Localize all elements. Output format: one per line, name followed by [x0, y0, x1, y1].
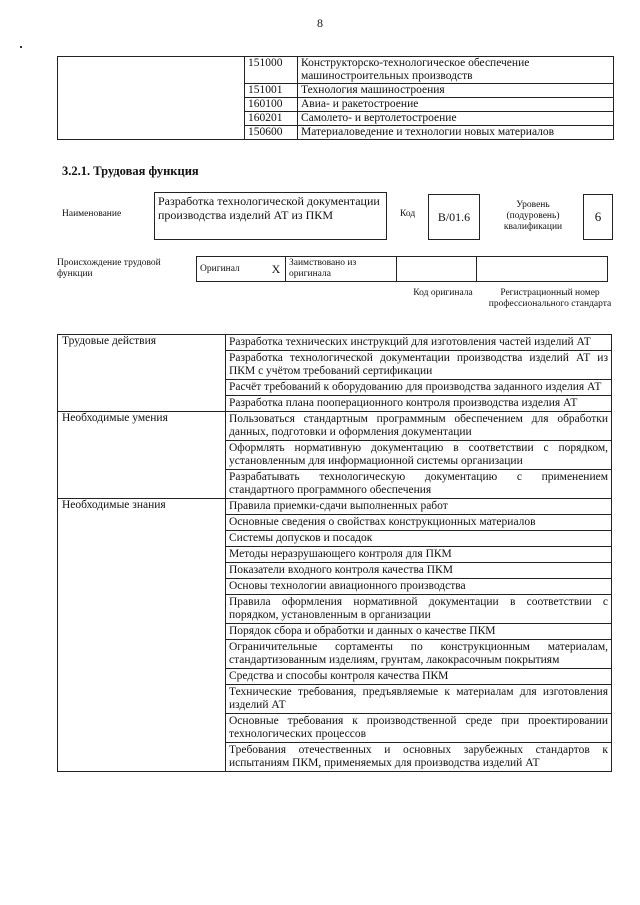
- section-item: Основные сведения о свойствах конструкционных материалов: [226, 515, 612, 531]
- borrowed-label: Заимствовано из оригинала: [286, 257, 397, 282]
- qualification-level-label: Уровень (подуровень) квалификации: [503, 200, 563, 232]
- registration-number-caption: Регистрационный номер профессионального стандарта: [488, 288, 612, 309]
- name-label: Наименование: [62, 209, 122, 219]
- code-cell: 160100: [245, 98, 298, 112]
- function-details-table: [57, 334, 612, 772]
- table-row: [58, 57, 614, 84]
- section-item: Порядок сбора и обработки и данных о качестве ПКМ: [226, 624, 612, 640]
- code-name-cell: Технология машиностроения: [298, 84, 614, 98]
- codes-table: [57, 56, 614, 140]
- section-item: Пользоваться стандартным программным обеспечением для обработки данных, подготовки и оформления документации: [226, 412, 612, 441]
- section-item: Требования отечественных и основных зарубежных стандартов к испытаниям ПКМ, применяемых для производства изделий АТ: [226, 743, 612, 772]
- section-category: Необходимые знания: [58, 499, 226, 772]
- scan-speck: [20, 46, 22, 48]
- origin-label: Происхождение трудовой функции: [57, 258, 161, 279]
- section-item: Правила приемки-сдачи выполненных работ: [226, 499, 612, 515]
- section-item: Разработка плана пооперационного контроля производства изделия АТ: [226, 396, 612, 412]
- code-name-cell: Самолето- и вертолетостроение: [298, 112, 614, 126]
- section-item: Разработка технических инструкций для изготовления частей изделий АТ: [226, 335, 612, 351]
- section-category: Трудовые действия: [58, 335, 226, 412]
- table-row: [58, 335, 612, 351]
- original-label: Оригинал: [197, 257, 268, 282]
- section-item: Оформлять нормативную документацию в соответствии с порядком, установленным для информационной системы организации: [226, 441, 612, 470]
- function-name-value: Разработка технологической документации производства изделий АТ из ПКМ: [154, 192, 387, 240]
- table-row: [58, 412, 612, 441]
- code-name-cell: Конструкторско-технологическое обеспечение машиностроительных производств: [298, 57, 614, 84]
- section-item: Правила оформления нормативной документации в соответствии с порядком, установленным в организации: [226, 595, 612, 624]
- code-cell: 151000: [245, 57, 298, 84]
- section-item: Разработка технологической документации производства изделий АТ из ПКМ с учётом требований сертификации: [226, 351, 612, 380]
- section-item: Основные требования к производственной среде при проектировании технологических процессов: [226, 714, 612, 743]
- section-item: Технические требования, предъявляемые к материалам для изготовления изделий АТ: [226, 685, 612, 714]
- original-code-cell: [397, 257, 477, 282]
- section-item: Методы неразрушающего контроля для ПКМ: [226, 547, 612, 563]
- section-item: Основы технологии авиационного производства: [226, 579, 612, 595]
- section-item: Системы допусков и посадок: [226, 531, 612, 547]
- section-item: Ограничительные сортаменты по конструкционным материалам, стандартизованным изделиям, грунтам, лакокрасочным покрытиям: [226, 640, 612, 669]
- origin-table: [196, 256, 608, 282]
- code-label: Код: [400, 209, 416, 219]
- registration-number-cell: [477, 257, 608, 282]
- qualification-level-value: 6: [583, 194, 613, 240]
- function-code-value: B/01.6: [428, 194, 480, 240]
- original-mark: X: [267, 257, 286, 282]
- section-item: Расчёт требований к оборудованию для производства заданного изделия АТ: [226, 380, 612, 396]
- table-row: [58, 499, 612, 515]
- code-name-cell: Авиа- и ракетостроение: [298, 98, 614, 112]
- table-row: [197, 257, 608, 282]
- section-title: 3.2.1. Трудовая функция: [62, 164, 199, 178]
- code-cell: 150600: [245, 126, 298, 140]
- original-code-caption: Код оригинала: [413, 288, 473, 298]
- code-cell: 160201: [245, 112, 298, 126]
- section-category: Необходимые умения: [58, 412, 226, 499]
- page-number: 8: [317, 16, 323, 30]
- section-item: Показатели входного контроля качества ПКМ: [226, 563, 612, 579]
- code-cell: 151001: [245, 84, 298, 98]
- section-item: Разрабатывать технологическую документацию с применением стандартного программного обеспечения: [226, 470, 612, 499]
- section-item: Средства и способы контроля качества ПКМ: [226, 669, 612, 685]
- code-name-cell: Материаловедение и технологии новых материалов: [298, 126, 614, 140]
- blank-cell: [58, 57, 245, 140]
